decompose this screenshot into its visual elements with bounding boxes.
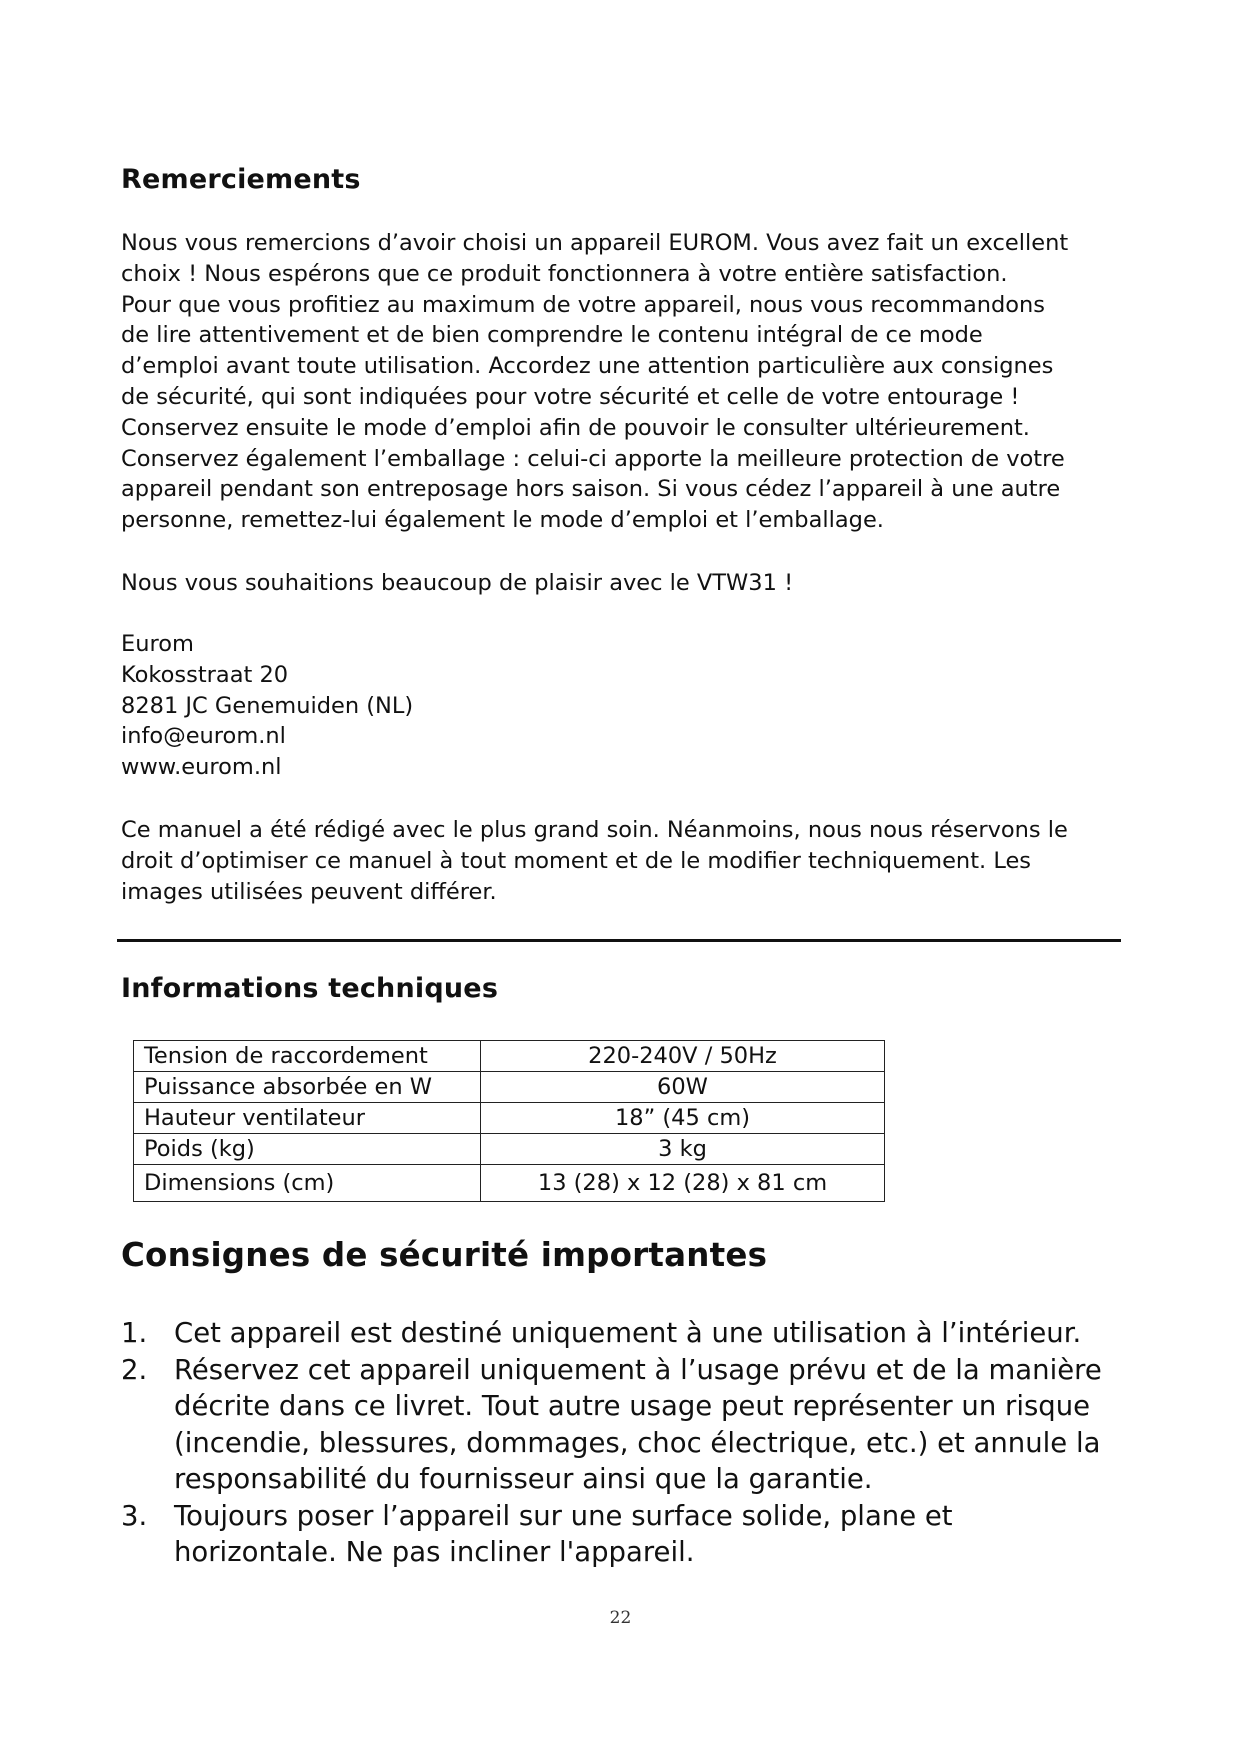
section-title-remerciements: Remerciements [121,164,361,195]
item-text: Toujours poser l’appareil sur une surface solide, plane et horizontale. Ne pas incliner l'appareil. [174,1499,953,1568]
intro-line: Pour que vous profitiez au maximum de votre appareil, nous vous recommandons [121,291,1046,318]
item-text: Réservez cet appareil uniquement à l’usage prévu et de la manière décrite dans ce livret. Tout autre usage peut représenter un risque (incendie, blessures, dommages, choc électrique, etc.) et annule la responsabilité du fournisseur ainsi que la garantie. [174,1353,1102,1495]
disclaimer-line: images utilisées peuvent différer. [121,878,497,905]
wish-text: Nous vous souhaitions beaucoup de plaisir avec le VTW31 ! [121,570,794,596]
item-text: Cet appareil est destiné uniquement à une utilisation à l’intérieur. [174,1317,1082,1349]
disclaimer-line: droit d’optimiser ce manuel à tout moment et de le modifier techniquement. Les [121,847,1032,874]
intro-line: Conservez ensuite le mode d’emploi afin de pouvoir le consulter ultérieurement. [121,414,1030,441]
intro-line: appareil pendant son entreposage hors saison. Si vous cédez l’appareil à une autre [121,476,1061,503]
table-row [134,1103,885,1134]
spec-value: 13 (28) x 12 (28) x 81 cm [481,1165,885,1202]
table-row [134,1134,885,1165]
intro-line: d’emploi avant toute utilisation. Accordez une attention particulière aux consignes [121,353,1054,380]
intro-body [121,228,1151,536]
intro-line: de lire attentivement et de bien comprendre le contenu intégral de ce mode [121,322,983,349]
disclaimer-line: Ce manuel a été rédigé avec le plus grand soin. Néanmoins, nous nous réservons le [121,817,1068,843]
item-number: 3. [121,1499,148,1532]
list-item [121,1315,1121,1352]
table-row [134,1072,885,1103]
table-row [134,1165,885,1202]
spec-value: 18” (45 cm) [481,1103,885,1134]
address-block [121,629,1151,783]
disclaimer [121,815,1151,907]
spec-label: Dimensions (cm) [134,1165,481,1202]
intro-line: Nous vous remercions d’avoir choisi un appareil EUROM. Vous avez fait un excellent [121,230,1069,256]
list-item [121,1352,1121,1498]
table-row [134,1041,885,1072]
intro-line: choix ! Nous espérons que ce produit fonctionnera à votre entière satisfaction. [121,260,1008,287]
spec-label: Poids (kg) [134,1134,481,1165]
intro-line: Conservez également l’emballage : celui-ci apporte la meilleure protection de votre [121,445,1065,472]
section-title-tech: Informations techniques [121,973,499,1004]
safety-list [121,1315,1121,1571]
intro-line: de sécurité, qui sont indiquées pour votre sécurité et celle de votre entourage ! [121,383,1020,410]
website-address: www.eurom.nl [121,754,282,781]
company-name: Eurom [121,631,194,657]
street-address: Kokosstraat 20 [121,661,289,688]
item-number: 2. [121,1353,148,1386]
spec-value: 220-240V / 50Hz [481,1041,885,1072]
spec-value: 60W [481,1072,885,1103]
spec-label: Puissance absorbée en W [134,1072,481,1103]
list-item [121,1498,1121,1571]
section-divider [117,939,1121,942]
email-address: info@eurom.nl [121,723,286,750]
page-number: 22 [609,1608,632,1628]
spec-label: Hauteur ventilateur [134,1103,481,1134]
spec-label: Tension de raccordement [134,1041,481,1072]
item-number: 1. [121,1317,148,1349]
tech-specs-table [133,1040,885,1202]
city-address: 8281 JC Genemuiden (NL) [121,692,414,719]
intro-line: personne, remettez-lui également le mode d’emploi et l’emballage. [121,507,884,534]
section-title-safety: Consignes de sécurité importantes [121,1236,768,1274]
spec-value: 3 kg [481,1134,885,1165]
